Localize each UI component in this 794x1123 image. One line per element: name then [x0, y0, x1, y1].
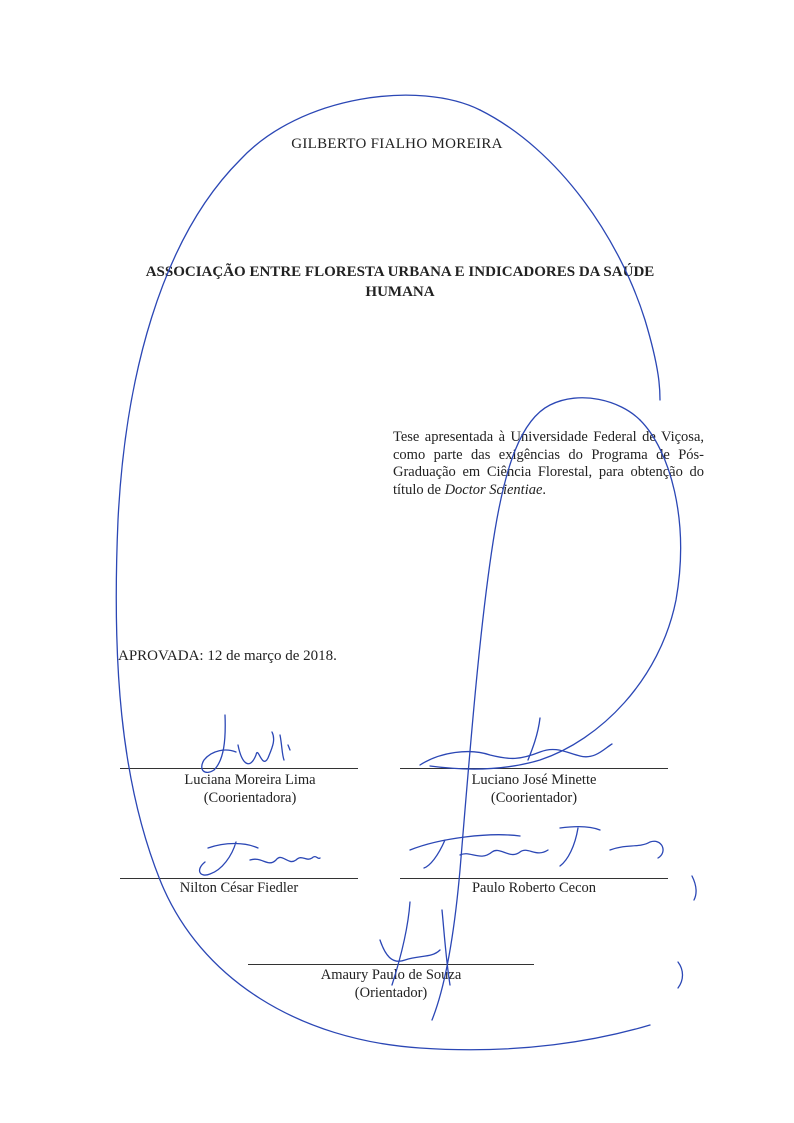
committee-member: [400, 771, 668, 807]
approval-date: APROVADA: 12 de março de 2018.: [118, 648, 337, 664]
flourish-loop: [116, 95, 650, 1050]
thesis-title-line-1: ASSOCIAÇÃO ENTRE FLORESTA URBANA E INDICADORES DA SAÚDE: [145, 264, 655, 280]
committee-member-name: Luciano José Minette: [471, 772, 597, 788]
thesis-title: [130, 262, 670, 302]
signature-stroke: [410, 827, 663, 868]
degree-title: Doctor Scientiae: [444, 481, 543, 498]
committee-member: [120, 879, 358, 897]
signature-line: [120, 768, 358, 769]
committee-member-role: (Orientador): [354, 985, 428, 1001]
committee-member-role: (Coorientador): [490, 790, 578, 806]
committee-member: [120, 771, 380, 807]
margin-mark: [678, 962, 683, 988]
signature-stroke: [420, 718, 612, 765]
committee-member: [248, 966, 534, 1002]
committee-member-name: Paulo Roberto Cecon: [471, 880, 597, 896]
signature-line: [248, 964, 534, 965]
committee-member-name: Nilton César Fiedler: [179, 880, 299, 896]
signature-line: [400, 768, 668, 769]
flourish-loop: [480, 110, 660, 400]
committee-member-name: Luciana Moreira Lima: [184, 772, 316, 788]
committee-member-role: (Coorientadora): [203, 790, 297, 806]
margin-mark: [692, 876, 696, 900]
thesis-statement-end: .: [542, 481, 547, 498]
thesis-title-line-2: HUMANA: [365, 284, 435, 300]
signature-stroke: [202, 715, 290, 772]
thesis-statement: [393, 429, 704, 499]
signature-stroke: [200, 842, 320, 875]
author-name: GILBERTO FIALHO MOREIRA: [291, 136, 503, 152]
committee-member: [400, 879, 668, 897]
thesis-statement-text: Tese apresentada à Universidade Federal de Viçosa, como parte das exigências do Programa de Pós-Graduação em Ciência Florestal, para obtenção do título de: [393, 429, 704, 498]
committee-member-name: Amaury Paulo de Souza: [320, 967, 462, 983]
